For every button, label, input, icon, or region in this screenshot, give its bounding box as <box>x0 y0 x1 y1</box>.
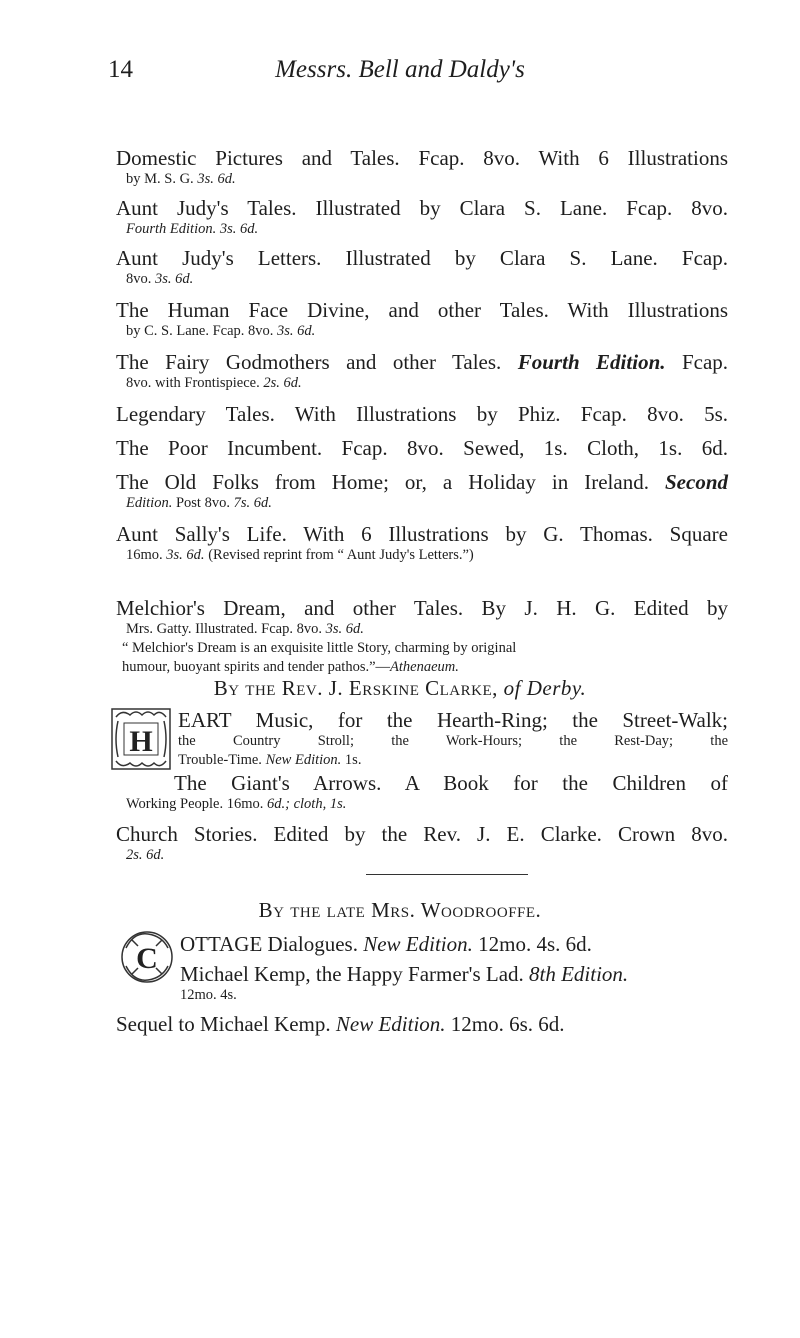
entry-title: The Human Face Divine, and other Tales. With Illustrations <box>116 298 728 322</box>
entry-human-face-divine <box>116 298 728 341</box>
entry-giants-arrows <box>174 771 728 795</box>
page-header <box>0 56 800 96</box>
entry-title: Church Stories. Edited by the Rev. J. E. Clarke. Crown 8vo. <box>116 822 728 846</box>
ornamental-dropcap-h <box>110 707 172 771</box>
entry-fairy-godmothers <box>116 350 728 393</box>
entry-church-stories <box>116 822 728 865</box>
entry-title: Aunt Judy's Tales. Illustrated by Clara S. Lane. Fcap. 8vo. <box>116 196 728 220</box>
section-heading-clarke: By the Rev. J. Erskine Clarke, of Derby. <box>213 676 587 700</box>
entry-aunt-judys-letters <box>116 246 728 289</box>
entry-title: The Old Folks from Home; or, a Holiday in Ireland. Second <box>116 470 728 494</box>
entry-details-line: the Country Stroll; the Work-Hours; the Rest-Day; the <box>178 733 728 749</box>
dropcap-letter-h: H <box>129 725 153 758</box>
entry-title: EART Music, for the Hearth-Ring; the Street-Walk; <box>178 708 728 732</box>
review-quote: “ Melchior's Dream is an exquisite little Story, charming by original humour, buoyant spirits and tender pathos.”—Athenaeum. <box>122 640 517 675</box>
entry-details: Edition. Post 8vo. 7s. 6d. <box>126 495 272 511</box>
entry-details-line: Trouble-Time. New Edition. 1s. <box>178 752 362 768</box>
entry-poor-incumbent <box>116 436 728 460</box>
entry-title: Michael Kemp, the Happy Farmer's Lad. 8th Edition. <box>180 962 629 986</box>
entry-michael-kemp <box>180 962 728 1005</box>
entry-domestic-pictures <box>116 146 728 189</box>
entry-sequel-michael-kemp: Sequel to Michael Kemp. New Edition. 12mo. 6s. 6d. <box>116 1012 565 1036</box>
entry-title: The Poor Incumbent. Fcap. 8vo. Sewed, 1s. Cloth, 1s. 6d. <box>116 436 728 460</box>
entry-old-folks-from-home <box>116 470 728 513</box>
quote-source: Athenaeum. <box>390 659 459 675</box>
entry-title: Domestic Pictures and Tales. Fcap. 8vo. With 6 Illustrations <box>116 146 728 170</box>
entry-title: Aunt Judy's Letters. Illustrated by Clara S. Lane. Fcap. <box>116 246 728 270</box>
entry-details: 12mo. 4s. <box>180 987 237 1003</box>
section-divider <box>366 874 528 875</box>
entry-details: by C. S. Lane. Fcap. 8vo. 3s. 6d. <box>126 323 316 339</box>
entry-title: Melchior's Dream, and other Tales. By J. H. G. Edited by <box>116 596 728 620</box>
entry-details: 16mo. 3s. 6d. (Revised reprint from “ Aunt Judy's Letters.”) <box>126 547 474 563</box>
entry-details: 8vo. with Frontispiece. 2s. 6d. <box>126 375 302 391</box>
entry-cottage-dialogues: OTTAGE Dialogues. New Edition. 12mo. 4s. 6d. <box>180 932 592 956</box>
ornamental-dropcap-c <box>118 928 176 986</box>
entry-title: Legendary Tales. With Illustrations by Phiz. Fcap. 8vo. 5s. <box>116 402 728 426</box>
entry-heart-music <box>178 708 728 770</box>
entry-melchiors-dream <box>116 596 728 677</box>
entry-legendary-tales <box>116 402 728 426</box>
entry-details: 8vo. 3s. 6d. <box>126 271 194 287</box>
entry-giants-arrows-details: Working People. 16mo. 6d.; cloth, 1s. <box>126 796 347 812</box>
entry-details: by M. S. G. 3s. 6d. <box>126 171 236 187</box>
page-number: 14 <box>108 56 133 83</box>
entry-title: The Giant's Arrows. A Book for the Children of <box>174 771 728 795</box>
entry-details: Fourth Edition. 3s. 6d. <box>126 221 259 237</box>
entry-title: The Fairy Godmothers and other Tales. Fourth Edition. Fcap. <box>116 350 729 374</box>
entry-aunt-sallys-life <box>116 522 728 565</box>
dropcap-letter-c: C <box>136 942 158 975</box>
entry-title: Aunt Sally's Life. With 6 Illustrations by G. Thomas. Square <box>116 522 728 546</box>
entry-aunt-judys-tales <box>116 196 728 239</box>
section-heading-woodrooffe: By the late Mrs. Woodrooffe. <box>258 898 542 922</box>
running-title: Messrs. Bell and Daldy's <box>275 56 525 83</box>
entry-details: Mrs. Gatty. Illustrated. Fcap. 8vo. 3s. 6d. <box>126 621 364 637</box>
entry-details: 2s. 6d. <box>126 847 165 863</box>
